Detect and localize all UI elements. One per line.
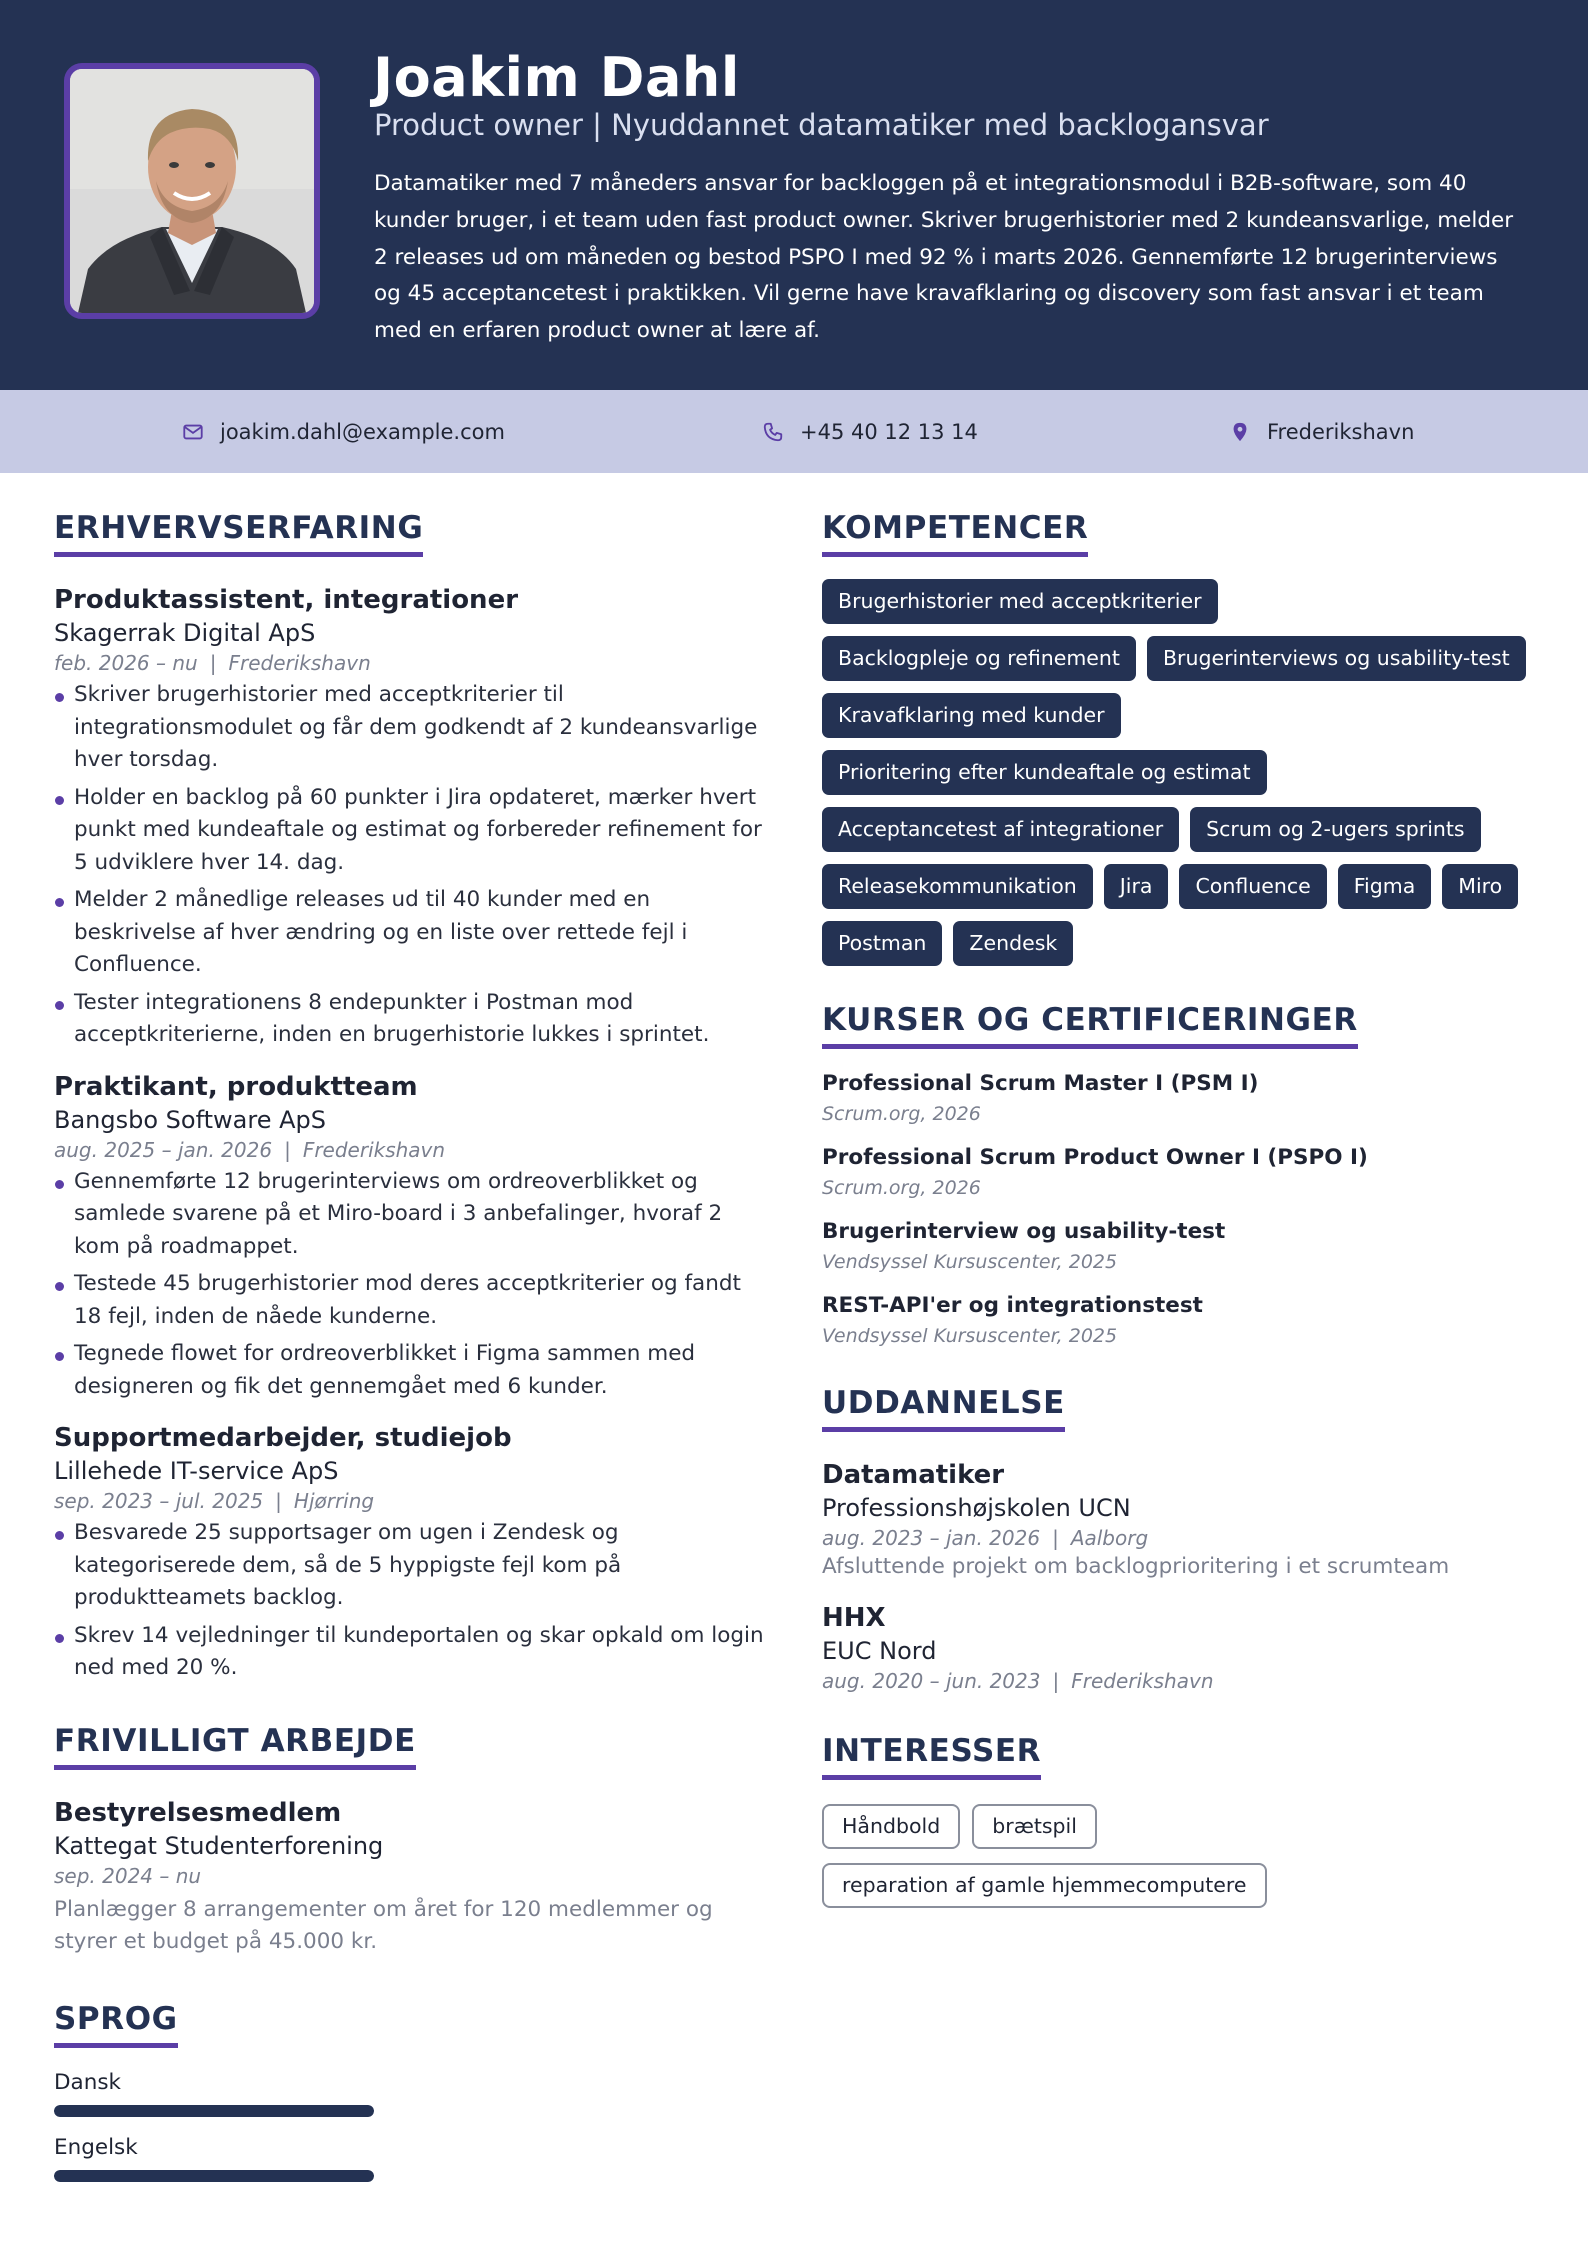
education-item — [822, 1603, 1542, 1693]
certification-name: REST-API'er og integrationstest — [822, 1293, 1203, 1318]
volunteer-org: Kattegat Studenterforening — [54, 1831, 384, 1860]
job-bullet: Melder 2 månedlige releases ud til 40 kunder med en beskrivelse af hver ændring og en liste over rettede fejl i Confluence. — [54, 884, 774, 982]
job-title: Praktikant, produktteam — [54, 1071, 418, 1102]
job-meta: aug. 2025 – jan. 2026 | Frederikshavn — [54, 1137, 446, 1162]
certification-issuer: Scrum.org, 2026 — [822, 1103, 981, 1125]
certification-item — [822, 1145, 1542, 1199]
profile-summary: Datamatiker med 7 måneders ansvar for backloggen på et integrationsmodul i B2B-software, som 40 kunder bruger, i et team uden fast product owner. Skriver brugerhistorier med 2 kundeansvarlige, melder 2 releases ud om måneden og bestod PSPO I med 92 % i marts 2026. Gennemførte 12 brugerinterviews og 45 acceptancetest i praktikken. Vil gerne have kravafklaring og discovery som fast ansvar i et team med en erfaren product owner at lære af. — [374, 171, 1514, 344]
contact-phone[interactable] — [762, 390, 978, 473]
left-column — [54, 510, 774, 2182]
job-bullet: Skriver brugerhistorier med acceptkriterier til integrationsmodulet og får dem godkendt af 2 kundeansvarlige hver torsdag. — [54, 679, 774, 777]
job-bullet: Besvarede 25 supportsager om ugen i Zendesk og kategoriserede dem, så de 5 hyppigste fejl kom på produktteamets backlog. — [54, 1517, 774, 1615]
section-title-experience: ERHVERVSERFARING — [54, 510, 423, 557]
skill-tag: Prioritering efter kundeaftale og estimat — [822, 750, 1267, 795]
interests-list — [822, 1804, 1322, 1908]
certification-name: Brugerinterview og usability-test — [822, 1219, 1226, 1244]
phone-text: +45 40 12 13 14 — [800, 419, 978, 444]
job-bullet: Skrev 14 vejledninger til kundeportalen og skar opkald om login ned med 20 %. — [54, 1620, 774, 1685]
certifications-section — [822, 1002, 1542, 1347]
language-name: Dansk — [54, 2069, 122, 2095]
section-title-education: UDDANNELSE — [822, 1385, 1065, 1432]
certification-name: Professional Scrum Master I (PSM I) — [822, 1071, 1259, 1096]
education-location: Frederikshavn — [1071, 1669, 1214, 1693]
job-bullet: Tegnede flowet for ordreoverblikket i Figma sammen med designeren og fik det gennemgået med 6 kunder. — [54, 1338, 774, 1403]
volunteer-entry — [54, 1798, 774, 1959]
skill-tag: Kravafklaring med kunder — [822, 693, 1121, 738]
skills-list — [822, 579, 1542, 966]
skill-tag: Acceptancetest af integrationer — [822, 807, 1179, 852]
volunteer-section — [54, 1723, 774, 1959]
education-meta: aug. 2020 – jun. 2023 | Frederikshavn — [822, 1669, 1214, 1693]
language-item — [54, 2070, 774, 2117]
candidate-name: Joakim Dahl — [373, 46, 740, 109]
mail-icon — [182, 421, 204, 443]
certification-item — [822, 1071, 1542, 1125]
education-degree: Datamatiker — [822, 1460, 1005, 1490]
language-name: Engelsk — [54, 2134, 138, 2160]
language-level-fill — [54, 2170, 374, 2182]
email-text: joakim.dahl@example.com — [220, 419, 505, 444]
section-title-volunteer: FRIVILLIGT ARBEJDE — [54, 1723, 416, 1770]
job-location: Frederikshavn — [228, 651, 371, 675]
education-school: Professionshøjskolen UCN — [822, 1494, 1131, 1522]
volunteer-description: Planlægger 8 arrangementer om året for 120 medlemmer og styrer et budget på 45.000 kr. — [54, 1896, 713, 1954]
job-entry — [54, 1423, 774, 1685]
job-period: aug. 2025 – jan. 2026 — [54, 1137, 273, 1162]
education-period: aug. 2020 – jun. 2023 — [822, 1669, 1041, 1693]
education-location: Aalborg — [1070, 1526, 1149, 1550]
job-entry — [54, 585, 774, 1052]
volunteer-period: sep. 2024 – nu — [54, 1863, 202, 1888]
job-title: Produktassistent, integrationer — [54, 585, 519, 615]
job-period: feb. 2026 – nu — [54, 651, 198, 675]
skill-tag: Zendesk — [953, 921, 1073, 966]
job-bullet: Holder en backlog på 60 punkter i Jira opdateret, mærker hvert punkt med kundeaftale og estimat og forbereder refinement for 5 udviklere hver 14. dag. — [54, 782, 774, 880]
skill-tag: Scrum og 2-ugers sprints — [1190, 807, 1480, 852]
education-description: Afsluttende projekt om backlogprioritering i et scrumteam — [822, 1554, 1450, 1579]
job-bullet: Tester integrationens 8 endepunkter i Postman mod acceptkriterierne, inden en brugerhistorie lukkes i sprintet. — [54, 987, 774, 1052]
interests-section — [822, 1733, 1542, 1908]
language-level-bar — [54, 2105, 374, 2117]
skill-tag: Releasekommunikation — [822, 864, 1093, 909]
job-bullets — [54, 1517, 774, 1685]
job-bullet: Gennemførte 12 brugerinterviews om ordreoverblikket og samlede svarene på et Miro-board i 3 anbefalinger, hvoraf 2 kom på roadmappet. — [54, 1166, 774, 1264]
volunteer-role: Bestyrelsesmedlem — [54, 1797, 342, 1828]
job-company: Skagerrak Digital ApS — [54, 619, 316, 647]
job-location: Frederikshavn — [302, 1137, 446, 1162]
job-period: sep. 2023 – jul. 2025 — [54, 1489, 264, 1513]
education-degree: HHX — [822, 1603, 886, 1633]
section-title-certifications: KURSER OG CERTIFICERINGER — [822, 1002, 1358, 1049]
language-level-bar — [54, 2170, 374, 2182]
job-bullet: Testede 45 brugerhistorier mod deres acceptkriterier og fandt 18 fejl, inden de nåede kunderne. — [54, 1268, 774, 1333]
job-meta: sep. 2023 – jul. 2025 | Hjørring — [54, 1489, 375, 1513]
languages-section — [54, 2001, 774, 2182]
job-company: Bangsbo Software ApS — [54, 1105, 326, 1134]
skill-tag: Brugerhistorier med acceptkriterier — [822, 579, 1218, 624]
education-meta: aug. 2023 – jan. 2026 | Aalborg — [822, 1526, 1149, 1550]
interest-tag: Håndbold — [822, 1804, 960, 1849]
candidate-headline: Product owner | Nyuddannet datamatiker med backlogansvar — [374, 108, 1269, 142]
education-item — [822, 1460, 1542, 1579]
profile-photo — [64, 63, 320, 319]
resume-header — [0, 0, 1588, 390]
section-title-languages: SPROG — [54, 2001, 178, 2048]
job-location: Hjørring — [293, 1489, 375, 1513]
job-meta: feb. 2026 – nu | Frederikshavn — [54, 651, 371, 675]
certification-issuer: Vendsyssel Kursuscenter, 2025 — [822, 1251, 1118, 1273]
education-section — [822, 1385, 1542, 1693]
section-title-interests: INTERESSER — [822, 1733, 1041, 1780]
certification-issuer: Scrum.org, 2026 — [822, 1177, 981, 1199]
contact-email[interactable] — [182, 390, 505, 473]
location-pin-icon — [1229, 421, 1251, 443]
language-item — [54, 2135, 774, 2182]
right-column — [822, 510, 1542, 1908]
section-title-skills: KOMPETENCER — [822, 510, 1088, 557]
skill-tag: Brugerinterviews og usability-test — [1147, 636, 1526, 681]
location-text: Frederikshavn — [1267, 419, 1415, 444]
certification-issuer: Vendsyssel Kursuscenter, 2025 — [822, 1325, 1118, 1347]
interest-tag: brætspil — [972, 1804, 1097, 1849]
portrait-image — [70, 69, 314, 313]
skill-tag: Postman — [822, 921, 942, 966]
certification-item — [822, 1293, 1542, 1347]
skill-tag: Figma — [1338, 864, 1432, 909]
skill-tag: Jira — [1104, 864, 1169, 909]
job-title: Supportmedarbejder, studiejob — [54, 1423, 512, 1453]
job-bullets — [54, 679, 774, 1052]
phone-icon — [762, 421, 784, 443]
certification-item — [822, 1219, 1542, 1273]
job-company: Lillehede IT-service ApS — [54, 1457, 339, 1485]
certification-name: Professional Scrum Product Owner I (PSPO I) — [822, 1145, 1368, 1170]
contact-bar — [0, 390, 1588, 473]
job-bullets — [54, 1166, 774, 1404]
education-school: EUC Nord — [822, 1637, 937, 1665]
job-entry — [54, 1072, 774, 1404]
interest-tag: reparation af gamle hjemmecomputere — [822, 1863, 1267, 1908]
language-level-fill — [54, 2105, 374, 2117]
contact-location — [1229, 390, 1414, 473]
skill-tag: Miro — [1442, 864, 1518, 909]
education-period: aug. 2023 – jan. 2026 — [822, 1526, 1041, 1550]
skill-tag: Confluence — [1179, 864, 1326, 909]
skill-tag: Backlogpleje og refinement — [822, 636, 1136, 681]
